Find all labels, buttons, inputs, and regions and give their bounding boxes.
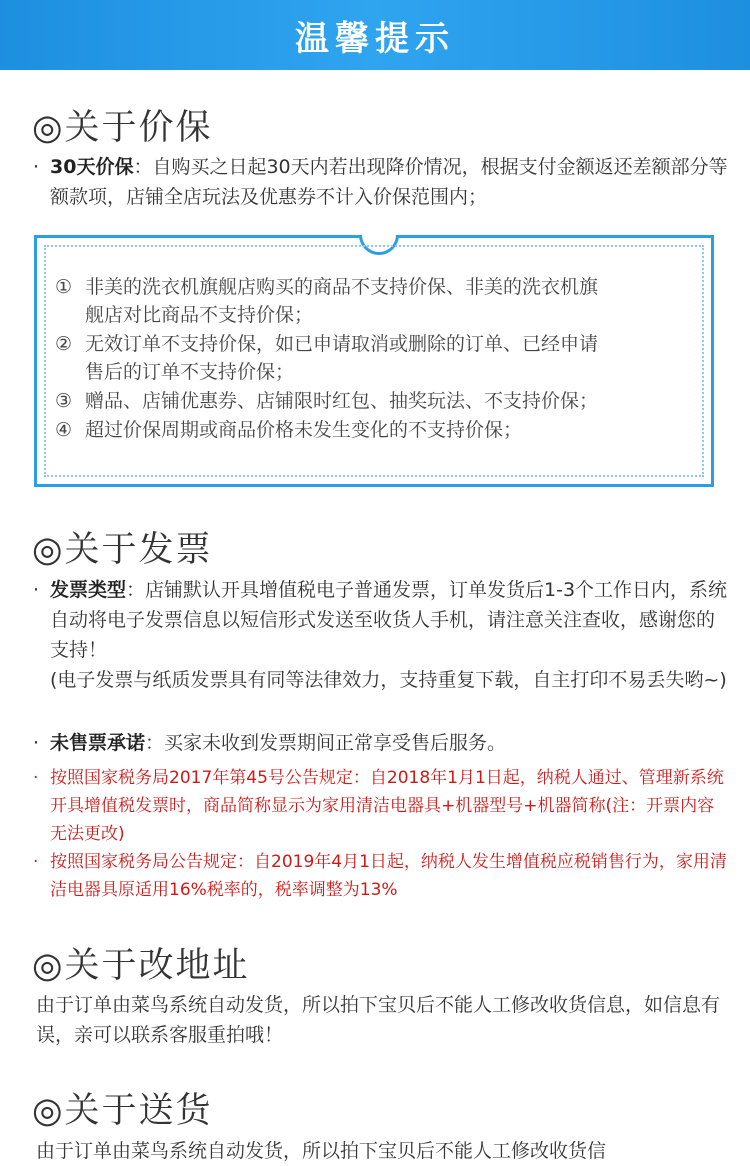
section-title-delivery: ◎关于送货 [32, 1091, 213, 1131]
address-text: 由于订单由菜鸟系统自动发货，所以拍下宝贝后不能人工修改收货信息，如信息有误，亲可以联系客服重拍哦！ [36, 994, 721, 1046]
header-banner [0, 0, 750, 70]
notice-line-2a: 无效订单不支持价保，如已申请取消或删除的订单、已经申请 [85, 333, 599, 355]
section-title-invoice: ◎关于发票 [32, 530, 213, 570]
bullet-marker: · [33, 579, 40, 601]
no-invoice-text: ：买家未收到发票期间正常享受售后服务。 [145, 732, 507, 754]
notice-item-2 [55, 330, 695, 386]
invoice-type-bold: 发票类型 [50, 579, 127, 601]
notice-num-2: ② [55, 333, 73, 355]
tax-notice-2019: 按照国家税务局公告规定：自2019年4月1日起，纳税人发生增值税应税销售行为，家用清洁电器具原适用16%税率的，税率调整为13% [50, 852, 727, 900]
bullet-marker-red: · [33, 852, 39, 872]
bullet-marker-red: · [33, 768, 39, 788]
notice-line-1a: 非美的洗衣机旗舰店购买的商品不支持价保、非美的洗衣机旗 [85, 276, 599, 298]
price-lead-text: ：自购买之日起30天内若出现降价情况，根据支付金额返还差额部分等额款项，店铺全店玩法及优惠券不计入价保范围内； [50, 156, 728, 208]
invoice-note: (电子发票与纸质发票具有同等法律效力，支持重复下载，自主打印不易丢失哟~) [50, 669, 727, 691]
notice-item-1 [55, 273, 695, 329]
notice-num-1: ① [55, 276, 73, 298]
delivery-text: 由于订单由菜鸟系统自动发货，所以拍下宝贝后不能人工修改收货信 [36, 1140, 607, 1162]
no-invoice-promise [50, 728, 730, 758]
notice-line-2b: 售后的订单不支持价保； [85, 361, 295, 383]
notice-line-4a: 超过价保周期或商品价格未发生变化的不支持价保； [85, 419, 523, 441]
notice-num-4: ④ [55, 419, 73, 441]
notice-num-3: ③ [55, 390, 73, 412]
price-notice-box [34, 235, 714, 487]
price-lead-bold: 30天价保 [50, 156, 134, 178]
bullet-marker: · [33, 732, 40, 754]
notice-line-3a: 赠品、店铺优惠券、店铺限时红包、抽奖玩法、不支持价保； [85, 390, 599, 412]
tax-notice-2017: 按照国家税务局2017年第45号公告规定：自2018年1月1日起，纳税人通过、管理新系统开具增值税发票时，商品简称显示为家用清洁电器具+机器型号+机器简称(注：开票内容无法更改) [50, 768, 724, 844]
invoice-type-body: ：店铺默认开具增值税电子普通发票，订单发货后1-3个工作日内，系统自动将电子发票信息以短信形式发送至收货人手机，请注意关注查收，感谢您的支持！ [50, 579, 728, 661]
notice-line-1b: 舰店对比商品不支持价保； [85, 304, 314, 326]
notice-item-4 [55, 416, 695, 444]
notice-item-3 [55, 387, 695, 415]
section-title-address: ◎关于改地址 [32, 946, 250, 986]
invoice-type-text [50, 575, 730, 665]
banner-title: 温馨提示 [295, 18, 455, 59]
bullet-marker: · [33, 156, 40, 178]
section-title-price: ◎关于价保 [32, 108, 213, 148]
price-protection-text [50, 152, 730, 212]
no-invoice-bold: 未售票承诺 [50, 732, 146, 754]
